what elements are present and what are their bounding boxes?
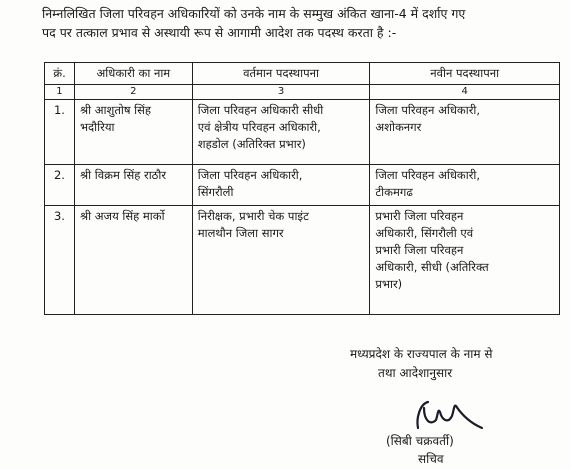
header-row (45, 63, 560, 85)
header-new-posting: नवीन पदस्थापना (370, 63, 560, 85)
serial-cell: 3. (45, 206, 75, 315)
current-posting-cell: निरीक्षक, प्रभारी चेक पाइंट मालथौन जिला सागर (192, 206, 370, 315)
table-row (45, 206, 560, 315)
signatory-name: (सिबी चक्रवर्ती) (386, 434, 454, 448)
posting-table (44, 62, 560, 315)
column-number: 2 (74, 85, 192, 100)
table-row (45, 100, 560, 165)
header-current-posting: वर्तमान पदस्थापना (192, 63, 370, 85)
handwritten-signature (410, 398, 490, 434)
authority-line-2: तथा आदेशानुसार (378, 366, 453, 380)
officer-name-cell: श्री अजय सिंह मार्को (74, 206, 192, 315)
new-posting-cell: जिला परिवहन अधिकारी, टीकमगढ (370, 165, 560, 206)
officer-name-cell: श्री विक्रम सिंह राठौर (74, 165, 192, 206)
table-row (45, 165, 560, 206)
intro-paragraph (42, 4, 564, 42)
current-posting-cell: जिला परिवहन अधिकारी, सिंगरौली (192, 165, 370, 206)
header-officer-name: अधिकारी का नाम (74, 63, 192, 85)
intro-line-1: निम्नलिखित जिला परिवहन अधिकारियों को उनके नाम के सम्मुख अंकित खाना-4 में दर्शाए गए (42, 6, 466, 21)
signatory-designation: सचिव (418, 452, 444, 466)
serial-cell: 2. (45, 165, 75, 206)
column-number: 1 (45, 85, 75, 100)
intro-line-2: पद पर तत्काल प्रभाव से अस्थायी रूप से आगामी आदेश तक पदस्थ करता है :- (42, 25, 397, 40)
new-posting-cell: प्रभारी जिला परिवहन अधिकारी, सिंगरौली एवं प्रभारी जिला परिवहन अधिकारी, सीधी (अतिरिक्त प्रभार) (370, 206, 560, 315)
column-number-row (45, 85, 560, 100)
serial-cell: 1. (45, 100, 75, 165)
officer-name-cell: श्री आशुतोष सिंह भदौरिया (74, 100, 192, 165)
column-number: 3 (192, 85, 370, 100)
header-serial: क्रं. (45, 63, 75, 85)
column-number: 4 (370, 85, 560, 100)
authority-line-1: मध्यप्रदेश के राज्यपाल के नाम से (350, 347, 493, 361)
current-posting-cell: जिला परिवहन अधिकारी सीधी एवं क्षेत्रीय परिवहन अधिकारी, शहडोल (अतिरिक्त प्रभार) (192, 100, 370, 165)
new-posting-cell: जिला परिवहन अधिकारी, अशोकनगर (370, 100, 560, 165)
